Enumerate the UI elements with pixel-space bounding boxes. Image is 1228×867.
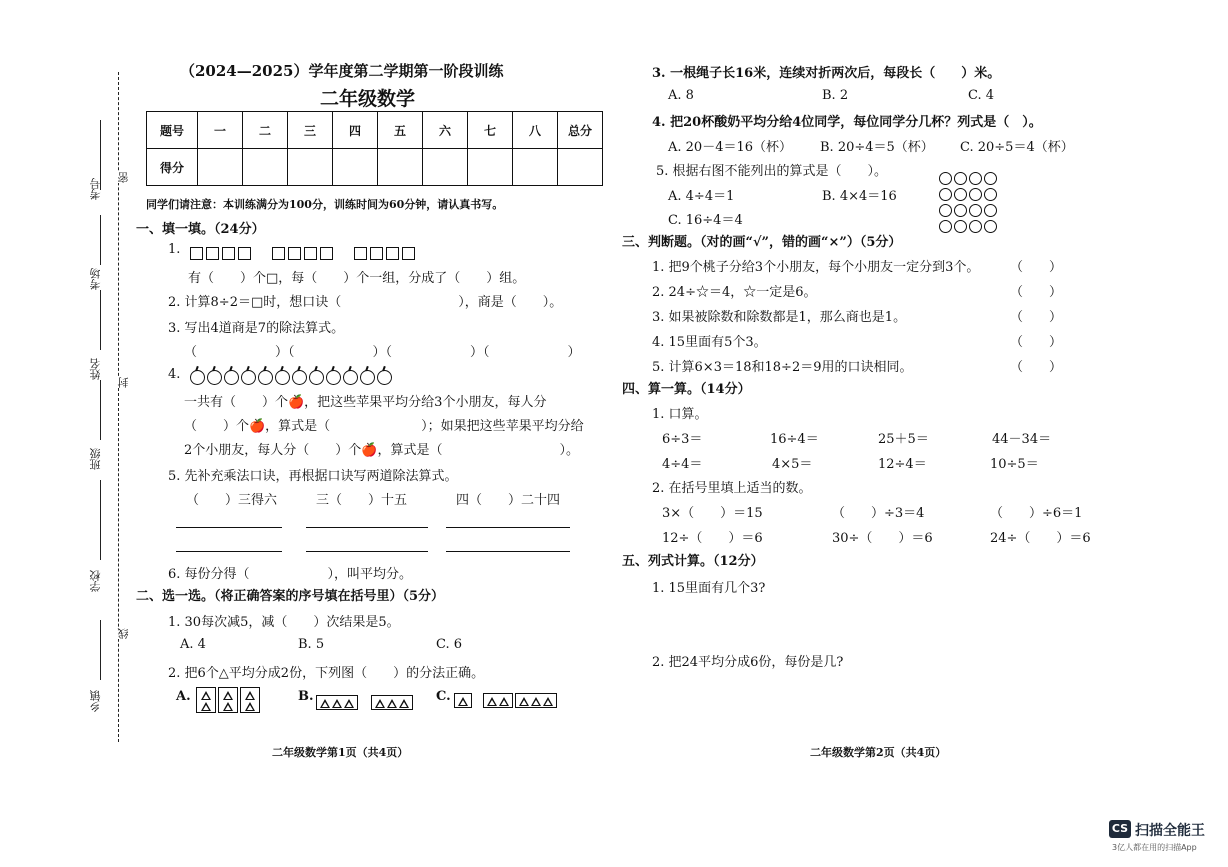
s5-q1: 1. 15里面有几个3? — [652, 581, 766, 596]
fill-item: 12÷（ ）＝6 — [662, 531, 763, 546]
page-subtitle: 二年级数学 — [320, 88, 416, 110]
s1-q4-line3: 2个小朋友，每人分（ ）个🍎，算式是（ ）。 — [184, 443, 579, 458]
s1-q1-text: 有（ ）个□，每（ ）个一组，分成了（ ）组。 — [188, 271, 526, 286]
school-line — [100, 480, 101, 560]
section-1-title: 一、填一填。（24分） — [136, 222, 265, 237]
oral-item: 4÷4＝ — [662, 457, 703, 472]
p2-q3-option: C. 4 — [968, 88, 995, 103]
score-cell[interactable] — [423, 149, 468, 186]
oral-item: 12÷4＝ — [878, 457, 927, 472]
oral-item: 16÷4＝ — [770, 432, 819, 447]
judge-mark[interactable]: （ ） — [1010, 285, 1063, 300]
apple-icon — [275, 370, 290, 385]
side-field-school: 学校 — [89, 570, 102, 592]
class-line — [100, 380, 101, 440]
side-field-class: 班级 — [89, 448, 102, 470]
watermark-tagline: 3亿人都在用的扫描App — [1112, 843, 1197, 852]
triangles-figure-a — [196, 687, 262, 713]
score-header-cell: 题号 — [147, 112, 198, 149]
score-header-cell: 总分 — [558, 112, 603, 149]
apple-icon — [326, 370, 341, 385]
apple-icon — [258, 370, 273, 385]
footer-page-2: 二年级数学第2页（共4页） — [810, 746, 947, 759]
s1-q2: 2. 计算8÷2＝□时，想口诀（ ），商是（ ）。 — [168, 295, 563, 310]
score-header-cell: 二 — [243, 112, 288, 149]
apple-icon — [360, 370, 375, 385]
s2-q2-option-c: C. — [436, 689, 451, 704]
side-field-room: 考场 — [89, 268, 102, 290]
oral-item: 25＋5＝ — [878, 432, 929, 447]
p2-q5-option: B. 4×4＝16 — [822, 189, 897, 204]
fill-item: 3×（ ）＝15 — [662, 506, 763, 521]
score-cell[interactable] — [468, 149, 513, 186]
score-cell[interactable] — [333, 149, 378, 186]
apple-icon — [343, 370, 358, 385]
judge-mark[interactable]: （ ） — [1010, 310, 1063, 325]
side-field-name: 姓名 — [89, 358, 102, 380]
fill-item: （ ）÷6＝1 — [990, 506, 1083, 521]
oral-item: 6÷3＝ — [662, 432, 703, 447]
judge-item: 2. 24÷☆＝4，☆一定是6。 — [652, 285, 817, 300]
judge-item: 5. 计算6×3＝18和18÷2＝9用的口诀相同。 — [652, 360, 913, 375]
p2-q4-option: A. 20－4＝16（杯） — [668, 140, 793, 155]
score-cell[interactable] — [198, 149, 243, 186]
score-header-cell: 七 — [468, 112, 513, 149]
judge-item: 3. 如果被除数和除数都是1，那么商也是1。 — [652, 310, 907, 325]
section-3-title: 三、判断题。（对的画“√”，错的画“×”）（5分） — [622, 235, 902, 250]
s2-q2: 2. 把6个△平均分成2份，下列图（ ）的分法正确。 — [168, 666, 485, 681]
s1-q5-item: 三（ ）十五 — [316, 493, 408, 508]
p2-q5: 5. 根据右图不能列出的算式是（ ）。 — [656, 164, 888, 179]
p2-q5-option: C. 16÷4＝4 — [668, 213, 743, 228]
score-header-cell: 八 — [513, 112, 558, 149]
side-field-exam-no: 考号 — [89, 178, 102, 200]
judge-mark[interactable]: （ ） — [1010, 335, 1063, 350]
score-cell[interactable] — [243, 149, 288, 186]
score-table-header-row — [147, 112, 603, 149]
s1-q5-item: 四（ ）二十四 — [456, 493, 561, 508]
apple-icon — [309, 370, 324, 385]
s1-q3: 3. 写出4道商是7的除法算式。 — [168, 321, 345, 336]
score-cell[interactable] — [288, 149, 333, 186]
answer-line[interactable] — [176, 551, 282, 552]
oral-item: 10÷5＝ — [990, 457, 1039, 472]
s1-q4-line2: （ ）个🍎，算式是（ ）；如果把这些苹果平均分给 — [184, 419, 584, 434]
p2-q4-option: C. 20÷5＝4（杯） — [960, 140, 1074, 155]
p2-q3-option: B. 2 — [822, 88, 849, 103]
answer-line[interactable] — [306, 551, 428, 552]
p2-q5-option: A. 4÷4＝1 — [668, 189, 735, 204]
p2-q4-option: B. 20÷4＝5（杯） — [820, 140, 934, 155]
score-cell[interactable] — [378, 149, 423, 186]
s1-q5: 5. 先补充乘法口诀，再根据口诀写两道除法算式。 — [168, 469, 458, 484]
judge-item: 1. 把9个桃子分给3个小朋友，每个小朋友一定分到3个。 — [652, 260, 980, 275]
score-table — [146, 111, 603, 186]
apple-icon — [224, 370, 239, 385]
triangles-figure-b — [316, 692, 415, 711]
footer-page-1: 二年级数学第1页（共4页） — [272, 746, 409, 759]
apples-figure — [190, 367, 394, 386]
s1-q4-num: 4. — [168, 367, 181, 382]
score-header-cell: 六 — [423, 112, 468, 149]
s4-sub2: 2. 在括号里填上适当的数。 — [652, 481, 812, 496]
watermark-name: 扫描全能王 — [1135, 823, 1205, 839]
judge-mark[interactable]: （ ） — [1010, 260, 1063, 275]
p2-q3-option: A. 8 — [668, 88, 694, 103]
s1-q3-blanks[interactable]: （ ）（ ）（ ）（ ） — [184, 345, 581, 360]
score-table-row — [147, 149, 603, 186]
seal-feng: 封 — [117, 377, 130, 388]
score-cell[interactable] — [558, 149, 603, 186]
room-line — [100, 215, 101, 265]
apple-icon — [241, 370, 256, 385]
section-5-title: 五、列式计算。（12分） — [622, 554, 764, 569]
page-title: （2024—2025）学年度第二学期第一阶段训练 — [180, 62, 504, 80]
score-header-cell: 一 — [198, 112, 243, 149]
score-header-cell: 四 — [333, 112, 378, 149]
s2-q2-option-b: B. — [298, 689, 314, 704]
s1-q5-item: （ ）三得六 — [186, 493, 278, 508]
s1-q6: 6. 每份分得（ ），叫平均分。 — [168, 567, 413, 582]
name-line — [100, 290, 101, 350]
judge-mark[interactable]: （ ） — [1010, 360, 1063, 375]
oral-item: 4×5＝ — [772, 457, 813, 472]
answer-line[interactable] — [446, 527, 570, 528]
p2-q4: 4. 把20杯酸奶平均分给4位同学，每位同学分几杯？列式是（ ）。 — [652, 115, 1042, 130]
s2-q1-option: C. 6 — [436, 637, 463, 652]
judge-item: 4. 15里面有5个3。 — [652, 335, 767, 350]
fill-item: 30÷（ ）＝6 — [832, 531, 933, 546]
exam-no-line — [100, 120, 101, 190]
p2-q3: 3. 一根绳子长16米，连续对折两次后，每段长（ ）米。 — [652, 66, 1001, 81]
town-line — [100, 620, 101, 680]
score-row-label: 得分 — [147, 149, 198, 186]
score-cell[interactable] — [513, 149, 558, 186]
apple-icon — [207, 370, 222, 385]
answer-line[interactable] — [176, 527, 282, 528]
fill-item: 24÷（ ）＝6 — [990, 531, 1091, 546]
apple-icon — [292, 370, 307, 385]
seal-mi: 密 — [117, 172, 130, 183]
fill-item: （ ）÷3＝4 — [832, 506, 925, 521]
seal-xian: 线 — [117, 628, 130, 639]
apple-icon — [190, 370, 205, 385]
s2-q1-option: B. 5 — [298, 637, 325, 652]
oral-item: 44－34＝ — [992, 432, 1052, 447]
squares-figure — [190, 243, 418, 262]
score-header-cell: 三 — [288, 112, 333, 149]
camscanner-logo: CS — [1109, 820, 1131, 838]
score-header-cell: 五 — [378, 112, 423, 149]
s1-q1-num: 1. — [168, 242, 181, 257]
s4-sub1: 1. 口算。 — [652, 407, 708, 422]
s2-q2-option-a: A. — [176, 689, 191, 704]
s2-q1: 1. 30每次减5，减（ ）次结果是5。 — [168, 615, 400, 630]
section-2-title: 二、选一选。（将正确答案的序号填在括号里）（5分） — [136, 589, 445, 604]
triangles-figure-c — [454, 690, 559, 709]
apple-icon — [377, 370, 392, 385]
answer-line[interactable] — [446, 551, 570, 552]
notice: 同学们请注意：本训练满分为100分，训练时间为60分钟，请认真书写。 — [146, 198, 504, 211]
s5-q2: 2. 把24平均分成6份，每份是几? — [652, 655, 844, 670]
answer-line[interactable] — [306, 527, 428, 528]
s2-q1-option: A. 4 — [180, 637, 206, 652]
side-field-town: 乡镇 — [89, 690, 102, 712]
section-4-title: 四、算一算。（14分） — [622, 382, 751, 397]
s1-q4-line1: 一共有（ ）个🍎，把这些苹果平均分给3个小朋友，每人分 — [184, 395, 547, 410]
circles-figure — [938, 171, 1008, 235]
